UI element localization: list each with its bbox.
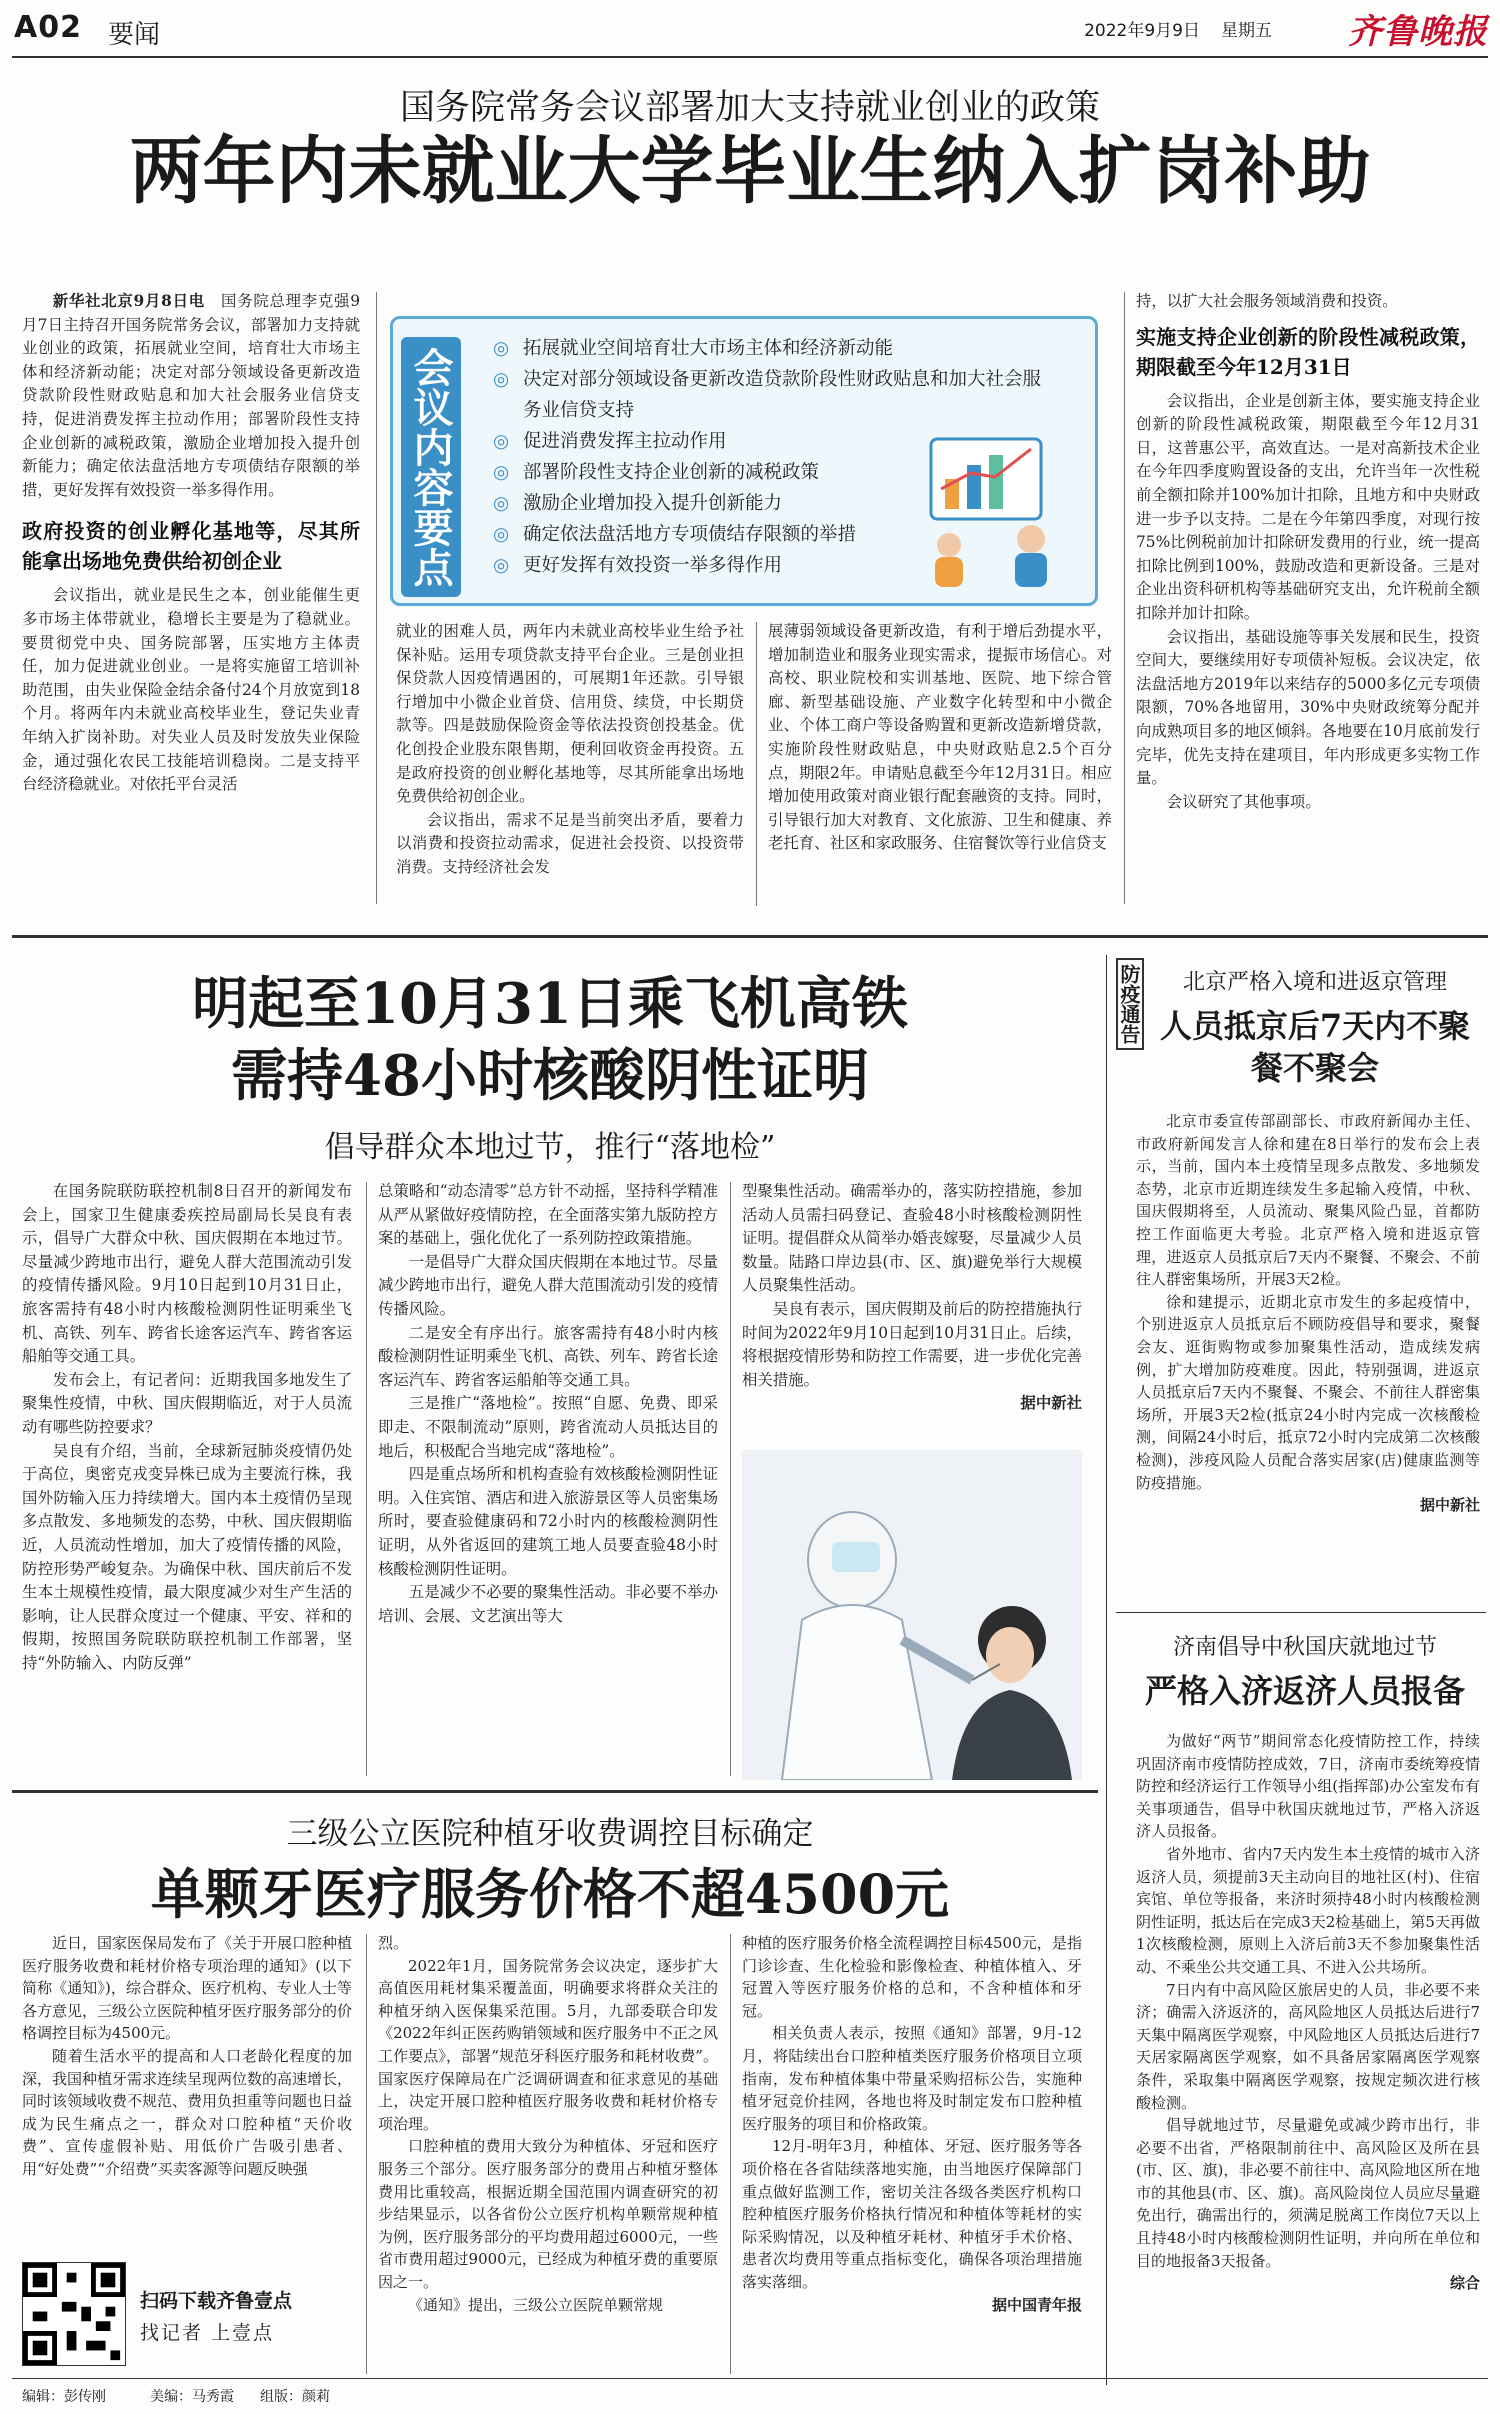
paragraph: 口腔种植的费用大致分为种植体、牙冠和医疗服务三个部分。医疗服务部分的费用占种植牙整体费用比重较高，根据近期全国范围内调查研究的初步结果显示，以各省份公立医疗机构单颗常规种植为例，医疗服务部分的平均费用超过6000元，一些省市费用超过9000元，已经成为种植牙费的重要原因之一。 <box>378 2137 718 2291</box>
layout-credit: 组版：颜莉 <box>260 2389 330 2405</box>
a2-kicker: 倡导群众本地过节，推行“落地检” <box>324 1130 776 1165</box>
paragraph: 烈。 <box>378 1934 409 1952</box>
paragraph: 发布会上，有记者问：近期我国多地发生了聚集性疫情，中秋、国庆假期临近，对于人员流动有哪些防控要求？ <box>22 1370 352 1436</box>
paragraph: 型聚集性活动。确需举办的，落实防控措施，参加活动人员需扫码登记、查验48小时核酸检测阴性证明。提倡群众从简举办婚丧嫁娶，尽量减少人员数量。陆路口岸边县(市、区、旗)避免举行大规模人员聚集性活动。 <box>742 1182 1082 1295</box>
a3-credit: 据中新社 <box>1419 1496 1480 1515</box>
key-points-title: 会议内容要点 <box>401 337 461 597</box>
paragraph: 省外地市、省内7天内发生本土疫情的城市入济返济人员，须提前3天主动向目的地社区(村)、住宿宾馆、单位等报备，来济时须持48小时内核酸检测阴性证明，抵达后在完成3天2检基础上，第5天再做1次核酸检测，原则上入济后前3天不参加聚集性活动、不乘坐公共交通工具、不进入公共场所。 <box>1136 1844 1480 1976</box>
newspaper-logo: 齐鲁晚报 <box>1348 12 1488 52</box>
paragraph: 五是减少不必要的聚集性活动。非必要不举办培训、会展、文艺演出等大 <box>378 1583 718 1625</box>
a1-column-3 <box>768 620 1112 910</box>
a5-column-3 <box>742 1932 1082 2392</box>
right-rail-divider <box>1106 955 1107 2385</box>
paragraph: 四是重点场所和机构查验有效核酸检测阴性证明。入住宾馆、酒店和进入旅游景区等人员密集场所时，要查验健康码和72小时内的核酸检测阴性证明，从外省返回的建筑工地人员要查验48小时核酸检测阴性证明。 <box>378 1465 718 1578</box>
column-divider <box>1124 292 1125 904</box>
column-divider <box>730 1934 731 2374</box>
a1-para: 会议指出，企业是创新主体，要实施支持企业创新的阶段性减税政策，期限截至今年12月31日，这普惠公平，高效直达。一是对高新技术企业在今年四季度购置设备的支出，允许当年一次性税前全额扣除并100%加计扣除，且地方和中央财政进一步予以支持。二是在今年第四季度，对现行按75%比例税前加计扣除研发费用的行业，统一提高扣除比例到100%，鼓励改造和更新设备。三是对企业出资科研机构等基础研究支出，允许税前全额扣除并加计扣除。 <box>1136 391 1480 622</box>
section-rule <box>12 935 1488 938</box>
a5-column-2 <box>378 1932 718 2387</box>
a3-tag: 防疫通告 <box>1116 958 1144 1050</box>
a3-headline: 人员抵京后7天内不聚餐不聚会 <box>1159 1007 1471 1087</box>
a2-column-3 <box>742 1180 1082 1440</box>
a1-column-1 <box>22 290 360 910</box>
a4-kicker: 济南倡导中秋国庆就地过节 <box>1172 1635 1437 1660</box>
a3-body <box>1136 1110 1480 1600</box>
editor-credit: 编辑：彭传刚 <box>22 2389 106 2405</box>
paragraph: 12月-明年3月，种植体、牙冠、医疗服务等各项价格在各省陆续落地实施，由当地医疗保障部门重点做好监测工作，密切关注各级各类医疗机构口腔种植医疗服务价格执行情况和种植体等耗材的实际采购情况，以及种植牙耗材、种植牙手术价格、患者次均费用等重点指标变化，确保各项治理措施落实落细。 <box>742 2137 1082 2291</box>
a4-credit: 综合 <box>1449 2274 1480 2293</box>
key-point-item: ◎ 拓展就业空间培育壮大市场主体和经济新动能 <box>493 333 1053 364</box>
a1-para: 就业的困难人员，两年内未就业高校毕业生给予社保补贴。运用专项贷款支持平台企业。三是创业担保贷款人因疫情遇困的，可展期1年还款。引导银行增加中小微企业首贷、信用贷、续贷，中长期贷款等。四是鼓励保险资金等依法投资创投基金。优化创投企业股东限售期，便利回收资金再投资。五是政府投资的创业孵化基地等，尽其所能拿出场地免费供给初创企业。 <box>396 622 744 806</box>
a2-headline-line1: 明起至10月31日乘飞机高铁 <box>192 971 908 1037</box>
a1-subhead-1: 政府投资的创业孵化基地等，尽其所能拿出场地免费供给初创企业 <box>22 519 360 574</box>
paragraph: 2022年1月，国务院常务会议决定，逐步扩大高值医用耗材集采覆盖面，明确要求将群众关注的种植牙纳入医保集采范围。5月，九部委联合印发《2022年纠正医药购销领域和医疗服务中不正之风工作要点》，部署“规范牙科医疗服务和耗材收费”。国家医疗保障局在广泛调研调查和征求意见的基础上，决定开展口腔种植医疗服务收费和耗材价格专项治理。 <box>378 1956 718 2133</box>
paragraph: 为做好“两节”期间常态化疫情防控工作，持续巩固济南市疫情防控成效，7日，济南市委统筹疫情防控和经济运行工作领导小组(指挥部)办公室发布有关事项通告，倡导中秋国庆就地过节，严格入济返济人员报备。 <box>1136 1732 1480 1841</box>
page-number: A02 <box>14 10 82 45</box>
issue-date: 2022年9月9日 <box>1084 21 1200 41</box>
a2-headline-line2: 需持48小时核酸阴性证明 <box>231 1043 869 1109</box>
key-point-item: ◎ 激励企业增加投入提升创新能力 <box>493 488 1053 519</box>
a1-headline: 两年内未就业大学毕业生纳入扩岗补助 <box>129 128 1371 214</box>
paragraph: 《通知》提出，三级公立医院单颗常规 <box>408 2295 664 2314</box>
a1-para: 展薄弱领域设备更新改造，有利于增后劲提水平，增加制造业和服务业现实需求，提振市场信心。对高校、职业院校和实训基地、医院、地下综合管廊、新型基础设施、产业数字化转型和中小微企业、个体工商户等设备购置和更新改造新增贷款，实施阶段性财政贴息，中央财政贴息2.5个百分点，期限2年。申请贴息截至今年12月31日。相应增加使用政策对商业银行配套融资的支持。同时，引导银行加大对教育、文化旅游、卫生和健康、养老托育、社区和家政服务、住宿餐饮等行业信贷支 <box>768 622 1112 853</box>
nucleic-test-photo <box>742 1450 1082 1780</box>
rail-rule <box>1116 1612 1486 1613</box>
a2-column-1 <box>22 1180 352 1780</box>
paragraph: 相关负责人表示，按照《通知》部署，9月-12月，将陆续出台口腔种植类医疗服务价格项目立项指南，发布种植体集中带量采购招标公告，实施种植牙冠竞价挂网，各地也将及时制定发布口腔种植医疗服务的项目和价格政策。 <box>742 2024 1082 2133</box>
a2-headline <box>20 968 1080 1112</box>
key-point-item: ◎ 决定对部分领域设备更新改造贷款阶段性财政贴息和加大社会服务业信贷支持 <box>493 364 1053 426</box>
designer-credit: 美编：马秀霞 <box>150 2389 234 2405</box>
a1-para: 会议指出，就业是民生之本，创业能催生更多市场主体带就业，稳增长主要是为了稳就业。要贯彻党中央、国务院部署，压实地方主体责任，加力促进就业创业。一是将实施留工培训补助范围，由失业保险金结余备付24个月放宽到18个月。将两年内未就业高校毕业生，登记失业青年纳入扩岗补助。对失业人员及时发放失业保险金，通过强化农民工技能培训稳岗。二是支持平台经济稳就业。对依托平台灵活 <box>22 586 360 794</box>
paragraph: 吴良有介绍，当前，全球新冠肺炎疫情仍处于高位，奥密克戎变异株已成为主要流行株，我国外防输入压力持续增大。国内本土疫情仍呈现多点散发、多地频发的态势，中秋、国庆假期临近，人员流动性增加，加大了疫情传播的风险，防控形势严峻复杂。为确保中秋、国庆前后不发生本土规模性疫情，最大限度减少对生产生活的影响，让人民群众度过一个健康、平安、祥和的假期，按照国务院联防联控机制工作部署，坚持“外防输入、内防反弹” <box>22 1441 352 1672</box>
paragraph: 徐和建提示，近期北京市发生的多起疫情中，个别进返京人员抵京后不顾防疫倡导和要求，聚餐会友、逛街购物或参加聚集性活动，造成续发病例，扩大增加防疫难度。因此，特别强调，进返京人员抵京后7天内不聚餐、不聚会、不前往人群密集场所，开展3天2检(抵京24小时内完成一次核酸检测，间隔24小时后，抵京72小时内完成第二次核酸检测)，涉疫风险人员配合落实居家(店)健康监测等防疫措施。 <box>1136 1292 1480 1492</box>
a2-column-2 <box>378 1180 718 1780</box>
paragraph: 吴良有表示，国庆假期及前后的防控措施执行时间为2022年9月10日起到10月31日止。后续，将根据疫情形势和防控工作需要，进一步优化完善相关措施。 <box>742 1299 1082 1389</box>
column-divider <box>730 1182 731 1776</box>
a1-column-2 <box>396 620 744 910</box>
dateline: 新华社北京9月8日电 <box>52 292 205 310</box>
key-point-item: ◎ 更好发挥有效投资一举多得作用 <box>493 550 1053 581</box>
a4-headline: 严格入济返济人员报备 <box>1144 1672 1465 1710</box>
paragraph: 倡导就地过节，尽量避免或减少跨市出行，非必要不出省，严格限制前往中、高风险区及所在县(市、区、旗)，非必要不前往中、高风险地区所在地市的其他县(市、区、旗)。高风险岗位人员应尽量避免出行，确需出行的，须满足脱离工作岗位7天以上且持48小时内核酸检测阴性证明，并向所在单位和目的地报备3天报备。 <box>1136 2116 1480 2270</box>
paragraph: 二是安全有序出行。旅客需持有48小时内核酸检测阴性证明乘坐飞机、高铁、列车、跨省长途客运汽车、跨省客运船舶等交通工具。 <box>378 1323 718 1389</box>
paragraph: 三是推广“落地检”。按照“自愿、免费、即采即走、不限制流动”原则，跨省流动人员抵达目的地后，积极配合当地完成“落地检”。 <box>378 1394 718 1460</box>
column-divider <box>366 1182 367 1776</box>
paragraph: 在国务院联防联控机制8日召开的新闻发布会上，国家卫生健康委疾控局副局长吴良有表示，倡导广大群众中秋、国庆假期在本地过节。尽量减少跨地市出行，避免人群大范围流动引发的疫情传播风险。9月10日起到10月31日止，旅客需持有48小时内核酸检测阴性证明乘坐飞机、高铁、列车、跨省长途客运汽车、跨省客运船舶等交通工具。 <box>22 1182 352 1366</box>
qr-subcaption: 找记者 上壹点 <box>140 2322 275 2344</box>
paragraph: 北京市委宣传部副部长、市政府新闻办主任、市政府新闻发言人徐和建在8日举行的发布会上表示，当前，国内本土疫情呈现多点散发、多地频发态势，北京市近期连续发生多起输入疫情，中秋、国庆假期将至，人员流动、聚集风险凸显，首都防控工作面临更大考验。北京严格入境和进返京管理，进返京人员抵京后7天内不聚餐、不聚会、不前往人群密集场所，开展3天2检。 <box>1136 1112 1480 1289</box>
a1-para: 会议指出，需求不足是当前突出矛盾，要着力以消费和投资拉动需求，促进社会投资、以投资带消费。支持经济社会发 <box>396 810 744 876</box>
weekday: 星期五 <box>1221 21 1272 41</box>
a1-lead-text: 国务院总理李克强9月7日主持召开国务院常务会议，部署加力支持就业创业的政策，拓展就业空间，培育壮大市场主体和经济新动能；决定对部分领域设备更新改造贷款阶段性财政贴息和加大社会服务业信贷支持，促进消费发挥主拉动作用；部署阶段性支持企业创新的减税政策，激励企业增加投入提升创新能力；确定依法盘活地方专项债结存限额的举措，更好发挥有效投资一举多得作用。 <box>22 292 360 499</box>
paragraph: 7日内有中高风险区旅居史的人员，非必要不来济；确需入济返济的，高风险地区人员抵达后进行7天集中隔离医学观察，中风险地区人员抵达后进行7天居家隔离医学观察，如不具备居家隔离医学观察条件，采取集中隔离医学观察，按规定频次进行核酸检测。 <box>1136 1980 1480 2112</box>
a5-credit: 据中国青年报 <box>991 2295 1082 2314</box>
column-divider <box>366 1934 367 2374</box>
key-point-item: ◎ 促进消费发挥主拉动作用 <box>493 426 1053 457</box>
column-divider <box>376 292 377 904</box>
paragraph: 总策略和“动态清零”总方针不动摇，坚持科学精准从严从紧做好疫情防控，在全面落实第九版防控方案的基础上，强化优化了一系列防控政策措施。 <box>378 1182 718 1248</box>
paragraph: 随着生活水平的提高和人口老龄化程度的加深，我国种植牙需求连续呈现两位数的高速增长，同时该领域收费不规范、费用负担重等问题也日益成为民生痛点之一，群众对口腔种植“天价收费”、宣传虚假补贴、用低价广告吸引患者、用“好处费”“介绍费”买卖客源等问题反映强 <box>22 2046 352 2178</box>
header-rule <box>12 56 1488 58</box>
a1-column-4 <box>1136 290 1480 910</box>
section-rule <box>12 1790 1098 1793</box>
key-point-item: ◎ 确定依法盘活地方专项债结存限额的举措 <box>493 519 1053 550</box>
a1-kicker: 国务院常务会议部署加大支持就业创业的政策 <box>399 88 1100 128</box>
footer-rule <box>12 2378 1488 2379</box>
illustration-image <box>911 429 1071 589</box>
paragraph: 种植的医疗服务价格全流程调控目标4500元，是指门诊诊查、生化检验和影像检查、种植体植入、牙冠置入等医疗服务价格的总和，不含种植体和牙冠。 <box>742 1934 1082 2020</box>
a5-column-1 <box>22 1932 352 2244</box>
paragraph: 一是倡导广大群众国庆假期在本地过节。尽量减少跨地市出行，避免人群大范围流动引发的疫情传播风险。 <box>378 1252 718 1318</box>
a1-para: 会议研究了其他事项。 <box>1166 792 1321 811</box>
column-divider <box>756 622 757 906</box>
a3-kicker: 北京严格入境和进返京管理 <box>1182 970 1447 995</box>
a1-subhead-2: 实施支持企业创新的阶段性减税政策，期限截至今年12月31日 <box>1136 324 1480 379</box>
qr-caption: 扫码下载齐鲁壹点 <box>140 2290 293 2312</box>
key-point-item: ◎ 部署阶段性支持企业创新的减税政策 <box>493 457 1053 488</box>
section-name: 要闻 <box>108 20 161 50</box>
a1-para: 会议指出，基础设施等事关发展和民生，投资空间大，要继续用好专项债补短板。会议决定，依法盘活地方2019年以来结存的5000多亿元专项债限额，70%各地留用，30%中央财政统筹分配并向成熟项目多的地区倾斜。各地要在10月底前发行完毕，优先支持在建项目，年内形成更多实物工作量。 <box>1136 627 1480 788</box>
key-points-box <box>390 316 1098 606</box>
a4-body <box>1136 1730 1480 2390</box>
qr-code-image[interactable] <box>22 2262 126 2366</box>
paragraph: 近日，国家医保局发布了《关于开展口腔种植医疗服务收费和耗材价格专项治理的通知》(以下简称《通知》)，综合群众、医疗机构、专业人士等各方意见，三级公立医院种植牙医疗服务部分的价格调控目标为4500元。 <box>22 1934 352 2043</box>
a5-headline: 单颗牙医疗服务价格不超4500元 <box>150 1862 950 1926</box>
a1-para: 持，以扩大社会服务领域消费和投资。 <box>1136 292 1398 310</box>
a2-credit: 据中新社 <box>1020 1394 1082 1413</box>
a5-kicker: 三级公立医院种植牙收费调控目标确定 <box>286 1816 814 1852</box>
